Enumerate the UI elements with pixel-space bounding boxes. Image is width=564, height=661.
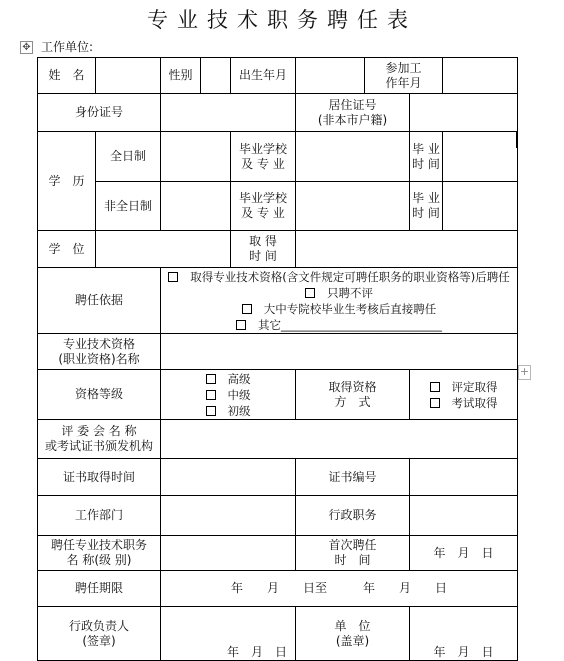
- term-range[interactable]: 年 月 日至 年 月 日: [161, 571, 518, 607]
- department-cell[interactable]: [161, 496, 296, 536]
- checkbox[interactable]: [242, 304, 252, 314]
- table-row: [38, 268, 518, 334]
- checkbox[interactable]: [305, 288, 315, 298]
- basis-option: 只聘不评: [163, 285, 515, 301]
- name-label: 姓 名: [38, 58, 96, 94]
- checkbox[interactable]: [430, 398, 440, 408]
- id-number-label: 身份证号: [38, 94, 161, 132]
- unit-seal-label: 单 位 (盖章): [296, 607, 410, 661]
- table-move-handle-icon[interactable]: ✥: [20, 41, 33, 54]
- table-row: [38, 231, 518, 268]
- residence-permit-label: 居住证号 (非本市户籍): [296, 94, 410, 132]
- table-row: [38, 571, 518, 607]
- form-title: 专业技术职务聘任表: [147, 8, 417, 32]
- part-time-cell[interactable]: [161, 182, 231, 231]
- committee-label: 评 委 会 名 称 或考试证书颁发机构: [38, 420, 161, 459]
- checkbox[interactable]: [206, 406, 216, 416]
- birth-label: 出生年月: [231, 58, 296, 94]
- basis-option: 其它____________________________: [163, 317, 515, 333]
- add-column-icon[interactable]: +: [519, 365, 530, 378]
- table-row: [38, 607, 518, 661]
- checkbox[interactable]: [236, 320, 246, 330]
- full-time-label: 全日制: [96, 132, 161, 182]
- post-name-cell[interactable]: [161, 536, 296, 571]
- gender-label: 性别: [161, 58, 201, 94]
- qualification-name-cell[interactable]: [161, 334, 518, 370]
- basis-options: [161, 268, 518, 334]
- work-start-label: 参加工 作年月: [365, 58, 443, 94]
- cert-number-cell[interactable]: [410, 459, 518, 496]
- degree-time-label: 取 得 时 间: [231, 231, 296, 268]
- checkbox[interactable]: [430, 382, 440, 392]
- education-label: 学 历: [38, 132, 96, 231]
- unit-seal-date[interactable]: 年 月 日: [410, 607, 518, 661]
- full-time-school-cell[interactable]: [296, 132, 410, 182]
- full-time-grad-cell[interactable]: [443, 132, 518, 182]
- id-number-cell[interactable]: [161, 94, 296, 132]
- table-row: [38, 182, 518, 231]
- checkbox[interactable]: [206, 374, 216, 384]
- cert-time-cell[interactable]: [161, 459, 296, 496]
- table-row: [38, 334, 518, 370]
- obtain-method-label: 取得资格 方 式: [296, 370, 410, 420]
- table-row: [38, 496, 518, 536]
- post-name-label: 聘任专业技术职务 名 称(级 别): [38, 536, 161, 571]
- committee-cell[interactable]: [161, 420, 518, 459]
- basis-option: 大中专院校毕业生考核后直接聘任: [163, 301, 515, 317]
- table-row: [38, 58, 518, 94]
- basis-option: 取得专业技术资格(含文件规定可聘任职务的职业资格等)后聘任: [163, 269, 515, 285]
- table-row: [38, 132, 518, 182]
- gender-cell[interactable]: [201, 58, 231, 94]
- part-time-label: 非全日制: [96, 182, 161, 231]
- cert-time-label: 证书取得时间: [38, 459, 161, 496]
- school-major-label: 毕业学校 及 专 业: [231, 182, 296, 231]
- term-label: 聘任期限: [38, 571, 161, 607]
- qualification-level-label: 资格等级: [38, 370, 161, 420]
- part-time-grad-cell[interactable]: [443, 182, 518, 231]
- grad-time-label: 毕 业 时 间: [410, 182, 443, 231]
- degree-label: 学 位: [38, 231, 96, 268]
- work-start-cell[interactable]: [443, 58, 518, 94]
- name-cell[interactable]: [96, 58, 161, 94]
- checkbox[interactable]: [168, 272, 178, 282]
- table-row: [38, 536, 518, 571]
- admin-post-cell[interactable]: [410, 496, 518, 536]
- table-row: [38, 459, 518, 496]
- level-options: 高级 中级 初级: [161, 370, 296, 420]
- birth-cell[interactable]: [296, 58, 365, 94]
- admin-post-label: 行政职务: [296, 496, 410, 536]
- degree-cell[interactable]: [96, 231, 231, 268]
- table-row: [38, 94, 518, 132]
- residence-permit-cell[interactable]: [410, 94, 518, 132]
- first-hire-label: 首次聘任 时 间: [296, 536, 410, 571]
- school-major-label: 毕业学校 及 专 业: [231, 132, 296, 182]
- degree-time-cell[interactable]: [296, 231, 518, 268]
- department-label: 工作部门: [38, 496, 161, 536]
- grad-time-label: 毕 业 时 间: [410, 132, 443, 182]
- table-row: [38, 370, 518, 420]
- full-time-cell[interactable]: [161, 132, 231, 182]
- first-hire-date[interactable]: 年 月 日: [410, 536, 518, 571]
- basis-label: 聘任依据: [38, 268, 161, 334]
- leader-sign-date[interactable]: 年 月 日: [161, 607, 296, 661]
- checkbox[interactable]: [206, 390, 216, 400]
- method-options: 评定取得 考试取得: [410, 370, 518, 420]
- leader-label: 行政负责人 (签章): [38, 607, 161, 661]
- part-time-school-cell[interactable]: [296, 182, 410, 231]
- table-row: [38, 420, 518, 459]
- appointment-form-table: [37, 57, 518, 661]
- cert-number-label: 证书编号: [296, 459, 410, 496]
- qualification-name-label: 专业技术资格 (职业资格)名称: [38, 334, 161, 370]
- work-unit-label: 工作单位:: [41, 40, 94, 54]
